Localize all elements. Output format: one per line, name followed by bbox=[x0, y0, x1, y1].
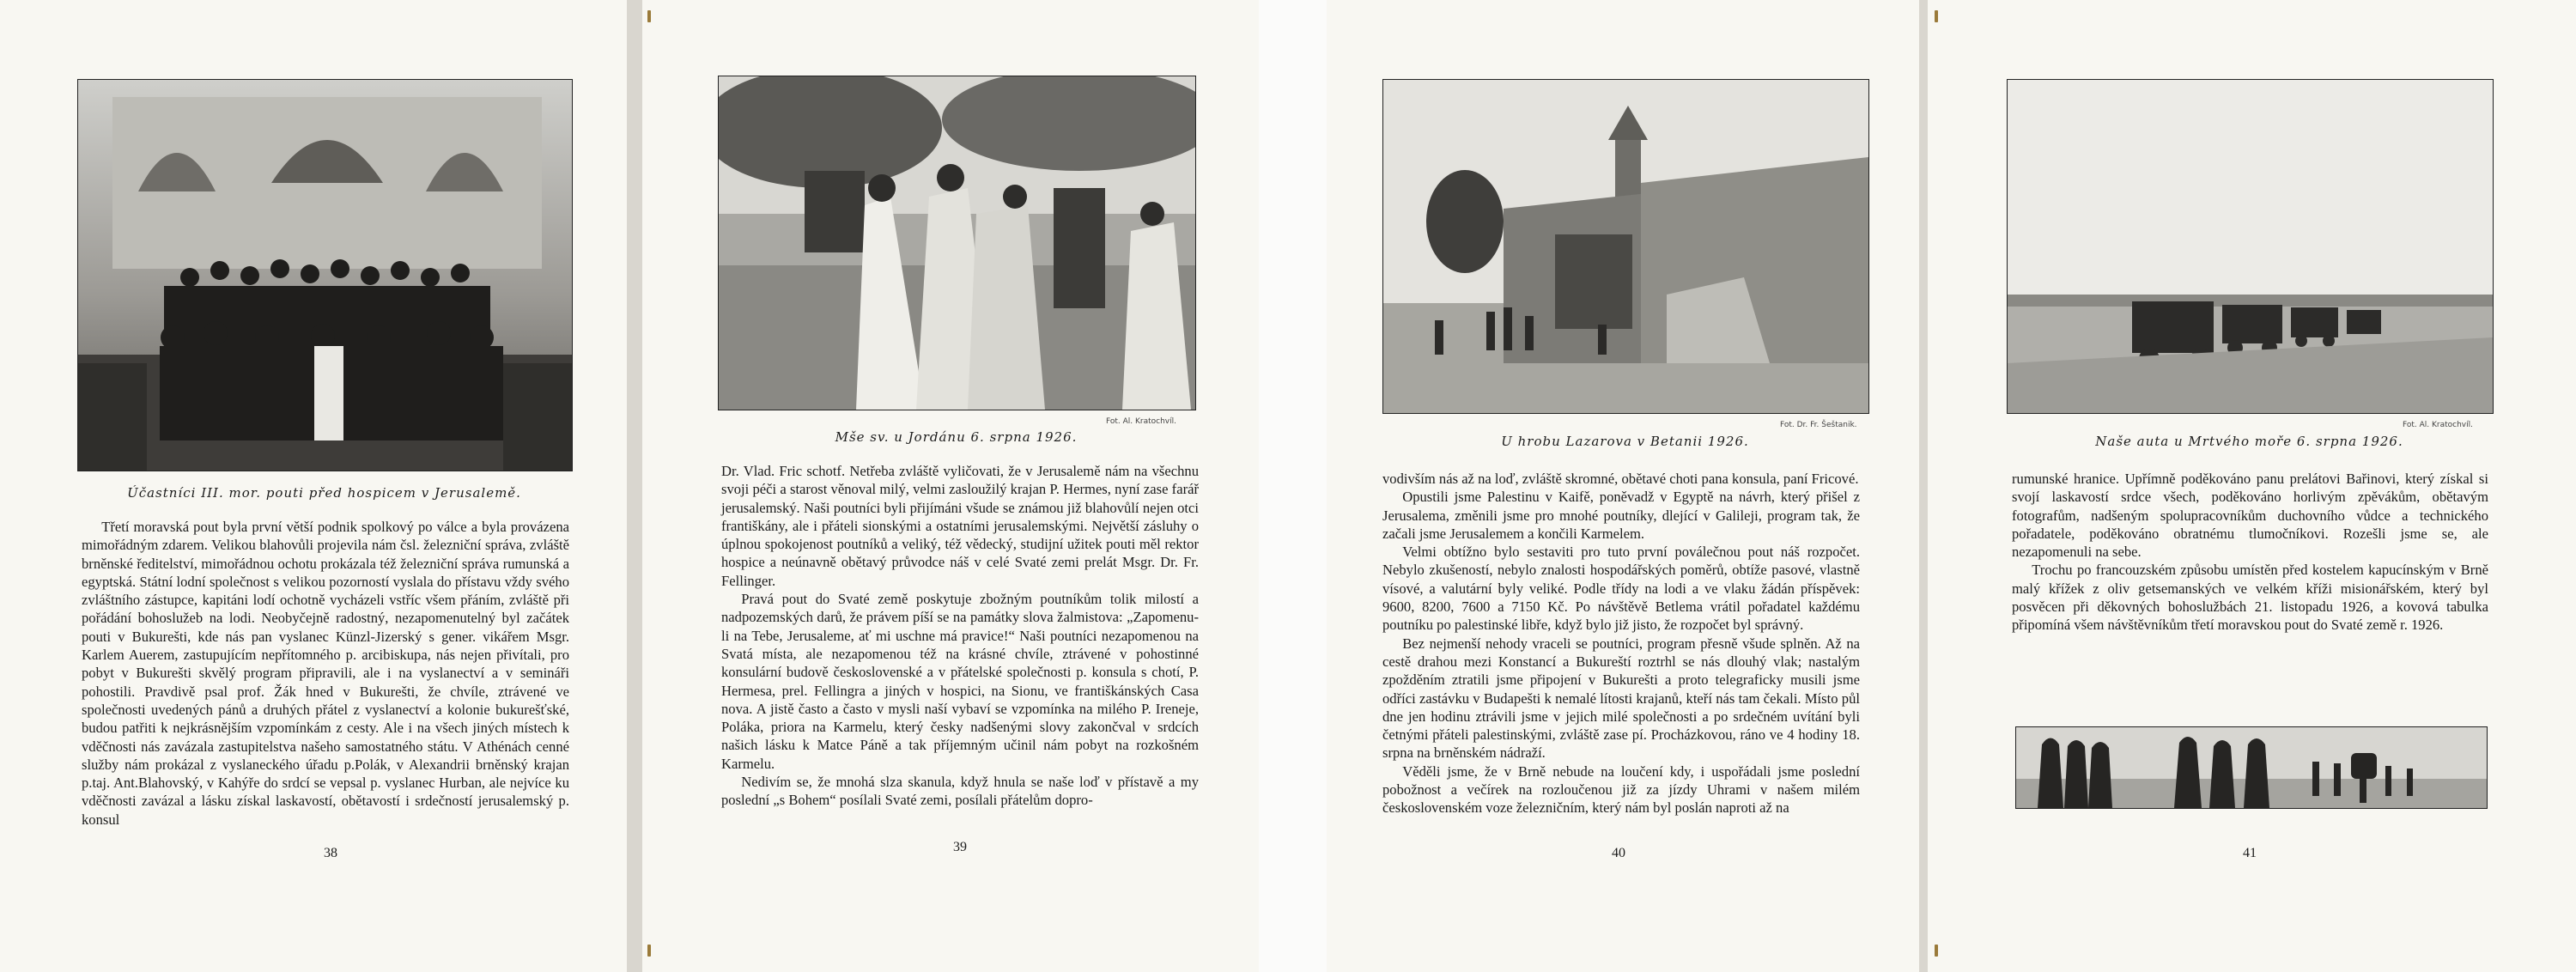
page-41 bbox=[1928, 0, 2576, 972]
photo-credit: Fot. Dr. Fr. Šeštanik. bbox=[1780, 421, 1857, 429]
photo-credit: Fot. Al. Kratochvíl. bbox=[1106, 417, 1176, 426]
page-40 bbox=[1327, 0, 1919, 972]
photo-cars-dead-sea-image bbox=[2008, 80, 2493, 413]
paragraph: Pravá pout do Svaté země poskytuje zbožným poutníkům tolik milostí a nadpozemských darů, že právem píší se na památky slova žalmistova: „Zapomenu-li na Tebe, Jerusaleme, ať mi uschne má pravice!“ Naši poutníci nezapomenou na Svatá místa, ale nezapomenou též na krásné chvíle, ztrávené v pohostinné konsulární budově československé a v přátelské společnosti p. konsula s chotí, P. Hermesa, prel. Fellingra a jiných v hospici, na Sionu, ve františkánských Casa nova. A jistě často a často v mysli naší vybaví se vzpomínka na milého P. Ireneje, Poláka, priora na Karmelu, který česky nadšenými slovy zakončval v srdcích našich lásku k Matce Páně a tak příjemným učinil nám pobyt na rozkošném Karmelu. bbox=[721, 591, 1199, 772]
page-text bbox=[2012, 470, 2488, 635]
page-38 bbox=[0, 0, 627, 972]
page-number: 38 bbox=[324, 846, 337, 860]
paragraph: Dr. Vlad. Fric schotf. Netřeba zvláště vyličovati, že v Jerusalemě nám na všechnu svoji péči a starost věnoval milý, velmi zasloužilý krajan P. Hermes, nyní zase farář jerusalemský. Naši poutníci byli přijímáni všude se známou již blahovůlí nejen otci františkány, ale i přáteli sionskými a ostatními jerusalemskými. Největší zásluhy o úplnou spokojenost poutníků a veliký, též vědecký, studijní užitek pouti měl rektor hospice a neúnavně obětavý průvodce náš v celé Svaté zemi prelát Msgr. Dr. Fr. Fellinger. bbox=[721, 463, 1199, 589]
page-number: 41 bbox=[2243, 846, 2257, 860]
photo-caption: Naše auta u Mrtvého moře 6. srpna 1926. bbox=[2095, 434, 2403, 449]
paragraph: Věděli jsme, že v Brně nebude na loučení kdy, i uspořádali jsme poslední pobožnost a večírek na rozloučenou již za jízdy Uhrami v našem milém československém voze železničním, který nám byl poslán naproti až na bbox=[1382, 762, 1860, 817]
paragraph: Třetí moravská pout byla první větší podnik spolkový po válce a byla provázena mimořádným zdarem. Velikou blahovůli projevila nám čsl. železniční správa, zvláště brněnské ředitelství, mimořádnou ochotu prokázala též železniční správa rumunská a egyptská. Státní lodní společnost s velikou pozorností vyslala do přístavu vždy svého zvláštního zástupce, kapitáni lodí ochotně vycházeli vstříc všem přáním, zvláště při pořádání bohoslužeb na lodi. Neobyčejně radostný, nezapomenutelný byl začátek pouti v Bukurešti, kde nás pan vyslanec Künzl-Jizerský s gener. vikářem Msgr. Karlem Auerem, zastupujícím nepřítomného p. arcibiskupa, nás nejen přivítali, pro pobyt v Bukurešti skvělý program připravili, ale i na vyslanectví a v semináři pohostili. Pravdivě psal prof. Žák hned v Bukurešti, že chvíle, ztrávené ve společnosti uvedených pánů a druhých přátel z vyslanectví a kolonie bukurešťské, budou patřiti k nejkrásnějším vzpomínkám z cesty. Ale i na všech jiných místech k vděčnosti nás zavázala zastupitelstva našeho samostatného státu. V Athénách cenné služby nám prokázal z vyslaneckého úřadu p.Polák, v Alexandrii brněnský krajan p.taj. Ant.Blahovský, v Kahýře do srdcí se vepsal p. vyslanec Hurban, ale nejvíce ku vděčnosti zavázal a lásku získal laskavostí, obětavostí i srdečností jerusalemský p. konsul bbox=[82, 519, 569, 828]
binding-staple bbox=[1935, 10, 1938, 22]
page-39 bbox=[642, 0, 1259, 972]
page-number: 40 bbox=[1612, 846, 1625, 860]
page-text bbox=[721, 462, 1199, 810]
photo-lazarus-tomb-image bbox=[1383, 80, 1868, 413]
page-text bbox=[1382, 470, 1860, 817]
binding-staple bbox=[647, 945, 651, 957]
photo-pilgrims-procession-image bbox=[2016, 727, 2487, 808]
binding-staple bbox=[1935, 945, 1938, 957]
page-number: 39 bbox=[953, 840, 967, 854]
photo-pilgrims-procession bbox=[2015, 726, 2488, 809]
page-text bbox=[82, 518, 569, 829]
paragraph: Trochu po francouzském způsobu umístěn před kostelem kapucínským v Brně malý křížek z oliv getsemanských ve velkém kříži misionářském, který byl posvěcen při děkovných bohoslužbách 21. listopadu 1926, a kovová tabulka připomíná všem návštěvníkům třetí moravskou pout do Svaté země r. 1926. bbox=[2012, 562, 2488, 634]
binding-staple bbox=[647, 10, 651, 22]
photo-caption: Mše sv. u Jordánu 6. srpna 1926. bbox=[835, 429, 1078, 445]
photo-pilgrims-group-image bbox=[78, 80, 572, 471]
photo-lazarus-tomb bbox=[1382, 79, 1869, 414]
paragraph: vodivším nás až na loď, zvláště skromné, obětavé choti pana konsula, paní Fricové. bbox=[1382, 471, 1859, 487]
photo-pilgrims-group bbox=[77, 79, 573, 471]
spread-gap bbox=[1258, 0, 1327, 972]
paragraph: Velmi obtížno bylo sestaviti pro tuto první poválečnou pout náš rozpočet. Nebylo zkušeností, nebylo znalosti hospodářských poměrů, obtíže pasové, vlastně vísové, a valutární byly veliké. Podle třídy na lodi a ve vlaku žádán příspěvek: 9600, 8200, 7600 a 7150 Kč. Po návštěvě Betlema vrátil pořadatel každému poutníku po palestinské libře, když bylo již jisto, že rozpočet byl správný. bbox=[1382, 544, 1860, 634]
paragraph: rumunské hranice. Upřímně poděkováno panu prelátovi Bařinovi, který získal si svojí laskavostí srdce všech, poděkováno horlivým zpěvákům, obětavým fotografům, nadšeným spolupracovníkům duchovního vůdce a technického pořadatele, poděkováno obratnému tlumočníkovi. Rozešli jsme se, ale nezapomenuli na sebe. bbox=[2012, 471, 2488, 561]
photo-caption: U hrobu Lazarova v Betanii 1926. bbox=[1501, 434, 1749, 449]
paragraph: Opustili jsme Palestinu v Kaifě, poněvadž v Egyptě na návrh, který přišel z Jerusalema, změnili jsme pro mnohé poutníky, dlející v Galileji, program tak, že začali jsme Jerusalemem a končili Karmelem. bbox=[1382, 489, 1860, 542]
photo-credit: Fot. Al. Kratochvíl. bbox=[2403, 421, 2473, 429]
photo-mass-jordan-image bbox=[719, 76, 1195, 410]
photo-caption: Účastníci III. mor. pouti před hospicem v Jerusalemě. bbox=[127, 485, 521, 501]
paragraph: Bez nejmenší nehody vraceli se poutníci, program přesně všude splněn. Až na cestě drahou mezi Konstancí a Bukureští roztrhl se nás dlouhý vlak; nastalým zpožděním ztratili jsme připojení v Bukurešti a proto telegraficky musili jsme odříci zastávku v Budapešti k nemalé lítosti krajanů, kteří nás tam čekali. Místo půl dne jen hodinu ztrávili jsme v jejich milé společnosti a po srdečném uvítání byli četnými přáteli palestinskými, zvláště zase pí. Procházkovou, ráno ve 4 hodiny 18. srpna na brněnském nádraží. bbox=[1382, 635, 1860, 762]
photo-cars-dead-sea bbox=[2007, 79, 2494, 414]
photo-mass-jordan bbox=[718, 76, 1196, 410]
paragraph: Nedivím se, že mnohá slza skanula, když hnula se naše loď v přístavě a my poslední „s Bohem“ posílali Svaté zemi, posílali přátelům dopro- bbox=[721, 774, 1199, 809]
